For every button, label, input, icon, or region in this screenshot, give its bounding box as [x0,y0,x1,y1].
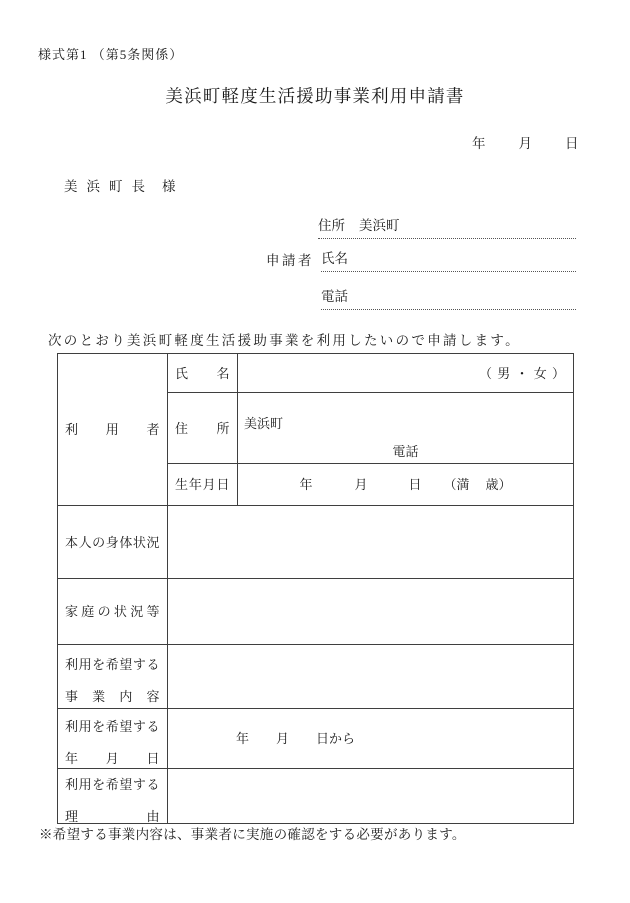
desired-reason-value-cell [168,769,574,824]
applicant-name-row [321,252,576,272]
physical-condition-value-cell [168,506,574,579]
physical-condition-label-cell [58,506,168,579]
applicant-name-label: 氏名 [321,251,348,266]
desired-reason-label-cell [58,769,168,824]
desired-service-label-line2: 事業内容 [65,689,160,704]
user-name-label-cell [168,354,238,393]
physical-condition-label: 本人の身体状況 [65,534,160,550]
desired-date-label [58,712,167,765]
birth-year-label: 年 [299,477,313,492]
applicant-label: 申請者 [266,253,314,268]
addressee-name: 美浜町長 [64,179,154,194]
start-year-label: 年 [236,731,250,746]
date-year-label: 年 [472,136,486,151]
applicant-address-value: 美浜町 [359,218,400,233]
family-situation-label: 家庭の状況等 [65,604,160,619]
applicant-phone-row [321,290,576,310]
user-phone-label: 電話 [392,444,419,459]
date-month-label: 月 [518,136,532,151]
addressee-honorific: 様 [162,179,185,194]
desired-service-label-line1: 利用を希望する [65,657,160,672]
desired-date-label-line1: 利用を希望する [65,719,160,734]
birth-age-close-label: 歳） [485,477,512,492]
user-section-label: 利用者 [65,422,160,437]
birthdate-value-cell [238,464,574,506]
user-name-label: 氏名 [175,365,230,381]
family-situation-label-cell [58,579,168,645]
application-table-wrapper [57,353,574,824]
start-month-label: 月 [276,731,290,746]
birth-day-label: 日 [408,477,422,492]
start-day-from-label: 日から [316,731,356,746]
intro-sentence: 次のとおり美浜町軽度生活援助事業を利用したいので申請します。 [48,333,521,348]
desired-date-label-line2: 年月日 [65,751,160,766]
desired-service-label-cell [58,645,168,709]
page-title: 美浜町軽度生活援助事業利用申請書 [165,86,465,106]
user-address-value-cell [238,393,574,464]
birthdate-label: 生年月日 [175,477,230,492]
gender-note: （ 男 ・ 女 ） [478,365,566,381]
desired-reason-label [58,770,167,823]
applicant-address-label: 住所 [318,218,345,233]
user-address-prefix: 美浜町 [244,416,284,431]
desired-reason-label-line2: 理由 [65,808,160,824]
desired-date-label-cell [58,709,168,769]
birthdate-template [238,478,573,491]
desired-service-label [58,650,167,703]
family-situation-value-cell [168,579,574,645]
birthdate-label-cell [168,464,238,506]
applicant-address-row [318,219,576,239]
birth-age-open-label: （満 [443,477,470,492]
date-line [472,137,579,151]
footer-note: ※希望する事業内容は、事業者に実施の確認をする必要があります。 [39,827,466,842]
form-number: 様式第1 （第5条関係） [38,47,184,62]
desired-reason-label-line1: 利用を希望する [65,776,160,792]
birth-month-label: 月 [354,477,368,492]
user-address-label: 住所 [175,420,230,436]
desired-date-value-cell [168,709,574,769]
user-section-cell [58,354,168,506]
addressee [64,180,185,194]
desired-date-template [168,732,573,745]
date-day-label: 日 [565,136,579,151]
user-name-value-cell [238,354,574,393]
applicant-phone-label: 電話 [321,289,348,304]
desired-service-value-cell [168,645,574,709]
user-address-label-cell [168,393,238,464]
application-table [57,353,574,824]
